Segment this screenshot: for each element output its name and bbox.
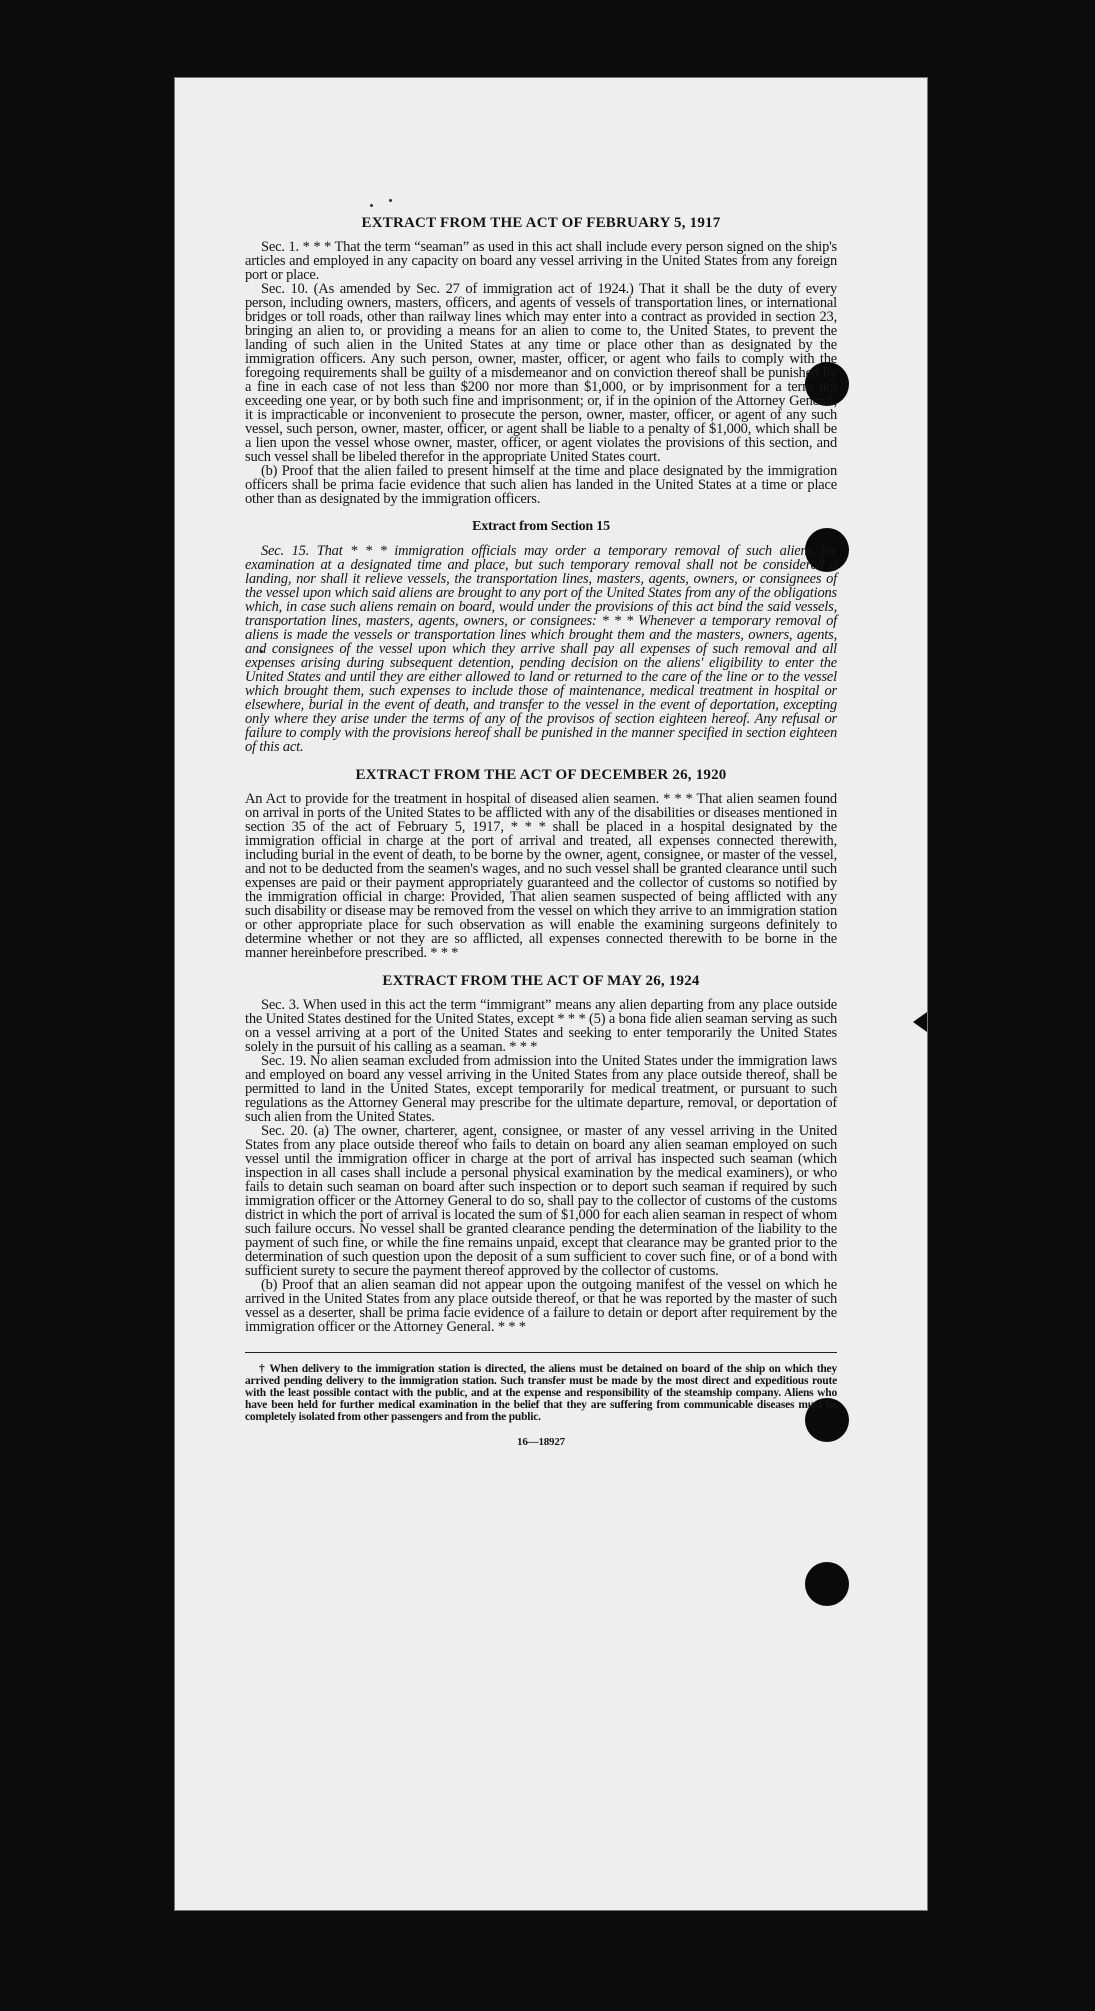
paragraph-sec-19: Sec. 19. No alien seaman excluded from admission into the United States under the immigration laws and employed on board any vessel arriving in the United States from any place outside thereof, shall be permitted to land in the United States, except temporarily for medical treatment, or pursuant to such regulations as the Attorney General may prescribe for the ultimate departure, removal, or deportation of such alien from the United States. <box>245 1053 837 1125</box>
punch-hole-icon <box>805 1562 849 1606</box>
section-extract-section-15 <box>245 520 837 754</box>
paragraph-sec-1: Sec. 1. * * * That the term “seaman” as used in this act shall include every person signed on the ship's articles and employed in any capacity on board any vessel arriving in the United States from any foreign port or place. <box>245 239 837 283</box>
document-body <box>245 216 837 1449</box>
section-heading: EXTRACT FROM THE ACT OF MAY 26, 1924 <box>382 973 700 989</box>
paragraph-sec-20-a: Sec. 20. (a) The owner, charterer, agent, consignee, or master of any vessel arriving in the United States from any place outside thereof who fails to detain on board any alien seaman employed on such vessel until the immigration officer in charge at the port of arrival has inspected such seaman (which inspection in all cases shall include a personal physical examination by the medical examiners), or who fails to detain such seaman on board after such inspection or to deport such seaman if required by such immigration officer or the Attorney General to do so, shall pay to the collector of customs of the customs district in which the port of arrival is located the sum of $1,000 for each alien seaman in respect of whom such failure occurs. No vessel shall be granted clearance pending the determination of the liability to the payment of such fine, or while the fine remains unpaid, except that clearance may be granted prior to the determination of such question upon the deposit of a sum sufficient to cover such fine, or of a bond with sufficient surety to secure the payment thereof approved by the collector of customs. <box>245 1123 837 1279</box>
section-heading: Extract from Section 15 <box>472 519 610 534</box>
ink-speck <box>370 204 373 207</box>
paragraph-sec-10: Sec. 10. (As amended by Sec. 27 of immigration act of 1924.) That it shall be the duty of every person, including owners, masters, officers, and agents of vessels of transportation lines, or international bridges or toll roads, other than railway lines which may enter into a contract as provided in section 23, bringing an alien to, or providing a means for an alien to come to, the United States, to prevent the landing of such alien in the United States at any time or place other than as designated by the immigration officers. Any such person, owner, master, officer, or agent who fails to comply with the foregoing requirements shall be guilty of a misdemeanor and on conviction thereof shall be punished by a fine in each case of not less than $200 nor more than $1,000, or by imprisonment for a term not exceeding one year, or by both such fine and imprisonment; or, if in the opinion of the Attorney General, it is impracticable or inconvenient to prosecute the person, owner, master, officer, or agent of any such vessel, such person, owner, master, officer, or agent shall be liable to a penalty of $1,000, which shall be a lien upon the vessel whose owner, master, officer, or agent violates the provisions of this section, and such vessel shall be libeled therefor in the appropriate United States court. <box>245 281 837 465</box>
paragraph-sec-20-b: (b) Proof that an alien seaman did not appear upon the outgoing manifest of the vessel on which he arrived in the United States from any place outside thereof, or that he was reported by the master of such vessel as a deserter, shall be prima facie evidence of a failure to detain or deport after requirement by the immigration officer or the Attorney General. * * * <box>245 1277 837 1335</box>
paragraph-sec-15: Sec. 15. That * * * immigration officials may order a temporary removal of such aliens for examination at a designated time and place, but such temporary removal shall not be considered a landing, nor shall it relieve vessels, the transportation lines, masters, agents, owners, or consignees of the vessel upon which said aliens are brought to any port of the United States from any of the obligations which, in case such aliens remain on board, would under the provisions of this act bind the said vessels, transportation lines, masters, agents, owners, or consignees: * * * Whenever a temporary removal of aliens is made the vessels or transportation lines which brought them and the masters, owners, agents, and consignees of the vessel upon which they arrive shall pay all expenses of such removal and all expenses arising during subsequent detention, pending decision on the aliens' eligibility to enter the United States and until they are either allowed to land or returned to the care of the line or to the vessel which brought them, such expenses to include those of maintenance, medical treatment in hospital or elsewhere, burial in the event of death, and transfer to the vessel in the event of deportation, excepting only where they arise under the terms of any of the provisos of section eighteen hereof. Any refusal or failure to comply with the provisions hereof shall be punished in the manner specified in section eighteen of this act. <box>245 543 837 755</box>
footnote: † When delivery to the immigration station is directed, the aliens must be detained on board of the ship on which they arrived pending delivery to the immigration station. Such transfer must be made by the most direct and expeditious route with the least possible contact with the public, and at the expense and responsibility of the steamship company. Aliens who have been held for further medical examination in the belief that they are suffering from communicable diseases must be completely isolated from other passengers and from the public. <box>245 1363 837 1423</box>
print-code: 16—18927 <box>517 1436 565 1448</box>
section-heading: EXTRACT FROM THE ACT OF DECEMBER 26, 1920 <box>355 767 727 783</box>
footnote-divider <box>245 1352 837 1353</box>
section-heading: EXTRACT FROM THE ACT OF FEBRUARY 5, 1917 <box>361 215 721 231</box>
paragraph-sec-10-b: (b) Proof that the alien failed to present himself at the time and place designated by the immigration officers shall be prima facie evidence that such alien has landed in the United States at a time or place other than as designated by the immigration officers. <box>245 463 837 507</box>
edge-notch <box>913 1012 927 1032</box>
document-page <box>175 78 927 1910</box>
paragraph-hospital-act: An Act to provide for the treatment in hospital of diseased alien seamen. * * * That alien seamen found on arrival in ports of the United States to be afflicted with any of the disabilities or diseases mentioned in section 35 of the act of February 5, 1917, * * * shall be placed in a hospital designated by the immigration official in charge at the port of arrival and treated, all expenses connected therewith, including burial in the event of death, to be borne by the owner, agent, consignee, or master of the vessel, and not to be deducted from the seamen's wages, and no such vessel shall be granted clearance until such expenses are paid or their payment appropriately guaranteed and the collector of customs so notified by the immigration official in charge: Provided, That alien seamen suspected of being afflicted with any such disability or disease may be removed from the vessel on which they arrive to an immigration station or other appropriate place for such observation as will enable the examining surgeons definitely to determine whether or not they are so afflicted, all expenses connected therewith to be borne in the manner hereinbefore prescribed. * * * <box>245 791 837 961</box>
section-act-may-1924 <box>245 974 837 1334</box>
paragraph-sec-3: Sec. 3. When used in this act the term “immigrant” means any alien departing from any place outside the United States destined for the United States, except * * * (5) a bona fide alien seaman serving as such on a vessel arriving at a port of the United States and seeking to enter temporarily the United States solely in the pursuit of his calling as a seaman. * * * <box>245 997 837 1055</box>
ink-speck <box>389 199 392 202</box>
section-act-feb-1917 <box>245 216 837 506</box>
section-act-dec-1920 <box>245 768 837 960</box>
